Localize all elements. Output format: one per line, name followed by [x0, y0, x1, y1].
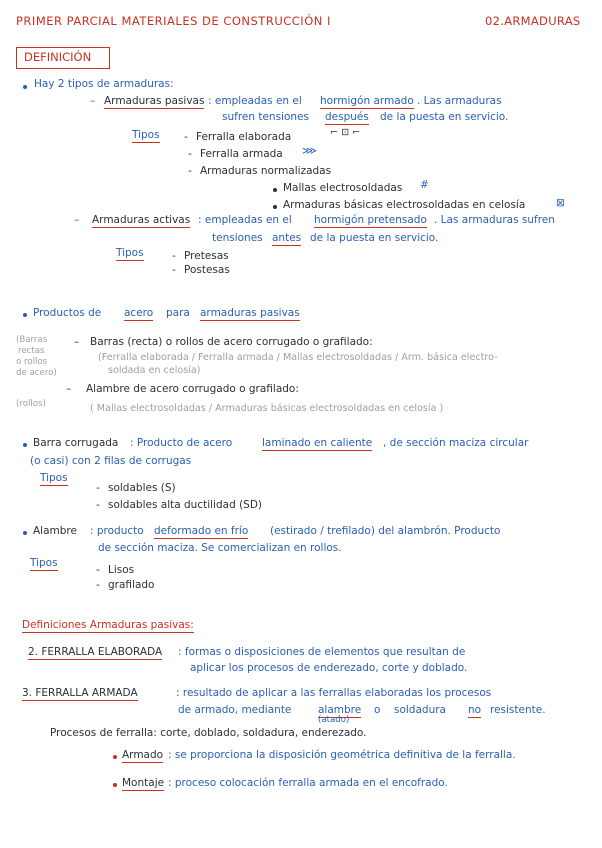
activas-line2b: de la puesta en servicio. — [310, 232, 439, 244]
bullet — [273, 188, 277, 192]
ferralla-elaborada-line1: : formas o disposiciones de elementos que resultan de — [178, 646, 466, 658]
barras-sub1: (Ferralla elaborada / Ferralla armada / Mallas electrosoldadas / Arm. básica electro- — [98, 352, 498, 363]
alambre-desc1: : producto — [90, 525, 144, 537]
bullet — [23, 443, 27, 447]
intro-text: Hay 2 tipos de armaduras: — [34, 78, 174, 90]
pasivas-despues: después — [325, 111, 369, 123]
bullet — [23, 313, 27, 317]
dash: - — [188, 148, 192, 160]
bullet — [273, 205, 277, 209]
bullet — [113, 755, 117, 759]
tipo-armaduras-normalizadas: Armaduras normalizadas — [200, 165, 332, 177]
armado-desc: : se proporciona la disposición geométrica definitiva de la ferralla. — [168, 749, 516, 761]
dash: - — [96, 579, 100, 591]
ferralla-armada-no: no — [468, 704, 482, 716]
alambre-term: Alambre — [33, 525, 77, 537]
tipos-label: Tipos — [116, 247, 144, 259]
pasivas-hormigon: hormigón armado — [320, 95, 414, 107]
barra-corrugada-line2: (o casi) con 2 filas de corrugas — [30, 455, 192, 467]
tipo-ferralla-elaborada: Ferralla elaborada — [196, 131, 292, 143]
dash: - — [96, 499, 100, 511]
pasivas-desc2: . Las armaduras — [417, 95, 502, 107]
barra-corrugada-desc2: , de sección maciza circular — [383, 437, 529, 449]
barra-laminado: laminado en caliente — [262, 437, 373, 449]
armado-term: Armado — [122, 749, 164, 761]
dash: - — [172, 264, 176, 276]
ferralla-armada-o: o — [374, 704, 381, 716]
dash: – — [90, 95, 96, 107]
side-note-rollos: (rollos) — [16, 399, 46, 409]
ferralla-armada-line1: : resultado de aplicar a las ferrallas elaboradas los procesos — [176, 687, 492, 699]
barra-corrugada-term: Barra corrugada — [33, 437, 119, 449]
productos-armaduras-pasivas: armaduras pasivas — [200, 307, 300, 319]
alambre-text: Alambre de acero corrugado o grafilado: — [86, 383, 299, 395]
bullet — [23, 531, 27, 535]
side-note-line: o rollos — [16, 357, 48, 367]
activas-line2a: tensiones — [212, 232, 263, 244]
dash: – — [66, 383, 72, 395]
dash: - — [184, 131, 188, 143]
dash: - — [172, 250, 176, 262]
tipo-pretesas: Pretesas — [184, 250, 229, 262]
ferralla-armada-alambre: alambre — [318, 704, 362, 716]
activas-term: Armaduras activas — [92, 214, 191, 226]
pasivas-line2b: de la puesta en servicio. — [380, 111, 509, 123]
alambre-desc2: (estirado / trefilado) del alambrón. Producto — [270, 525, 501, 537]
dash: - — [96, 564, 100, 576]
tipos-label: Tipos — [30, 557, 58, 569]
tipo-ferralla-armada: Ferralla armada — [200, 148, 283, 160]
activas-desc2: . Las armaduras sufren — [434, 214, 555, 226]
ferralla-elaborada-term: 2. FERRALLA ELABORADA — [28, 646, 163, 658]
ferralla-sketch-icon: ⌐ ⊡ ⌐ — [330, 127, 361, 138]
barra-corrugada-desc1: : Producto de acero — [130, 437, 233, 449]
side-note-line: de acero) — [16, 368, 57, 378]
tipo-soldables: soldables (S) — [108, 482, 176, 494]
barras-text: Barras (recta) o rollos de acero corrugado o grafilado: — [90, 336, 373, 348]
ferralla-armada-sketch-icon: ⋙ — [302, 145, 317, 157]
activas-antes: antes — [272, 232, 302, 244]
ferralla-armada-line2a: de armado, mediante — [178, 704, 292, 716]
side-note-line: rectas — [18, 346, 45, 356]
activas-hormigon: hormigón pretensado — [314, 214, 427, 226]
productos-heading-a: Productos de — [33, 307, 102, 319]
tipo-soldables-sd: soldables alta ductilidad (SD) — [108, 499, 263, 511]
dash: - — [96, 482, 100, 494]
productos-acero: acero — [124, 307, 154, 319]
dash: – — [74, 336, 80, 348]
dash: - — [188, 165, 192, 177]
definicion-heading: DEFINICIÓN — [24, 50, 92, 64]
alambre-sub: ( Mallas electrosoldadas / Armaduras básicas electrosoldadas en celosía ) — [90, 403, 444, 414]
pasivas-term: Armaduras pasivas — [104, 95, 205, 107]
side-note-line: (Barras — [16, 335, 48, 345]
tipo-postesas: Postesas — [184, 264, 230, 276]
definiciones-heading: Definiciones Armaduras pasivas: — [22, 619, 194, 631]
ferralla-armada-soldadura: soldadura — [394, 704, 446, 716]
procesos-ferralla: Procesos de ferralla: corte, doblado, soldadura, enderezado. — [50, 727, 367, 739]
montaje-term: Montaje — [122, 777, 165, 789]
celosia-sketch-icon: ⊠ — [556, 197, 565, 209]
montaje-desc: : proceso colocación ferralla armada en el encofrado. — [168, 777, 448, 789]
alambre-line2: de sección maciza. Se comercializan en rollos. — [98, 542, 342, 554]
tipo-lisos: Lisos — [108, 564, 135, 576]
section-label: 02.ARMADURAS — [485, 14, 581, 28]
pasivas-desc1: : empleadas en el — [208, 95, 302, 107]
tipo-grafilado: grafilado — [108, 579, 155, 591]
mallas-electrosoldadas: Mallas electrosoldadas — [283, 182, 403, 194]
productos-heading-b: para — [166, 307, 190, 319]
ferralla-armada-term: 3. FERRALLA ARMADA — [22, 687, 138, 699]
malla-sketch-icon: # — [420, 179, 429, 191]
bullet — [23, 85, 27, 89]
tipos-label: Tipos — [40, 472, 68, 484]
tipos-label: Tipos — [132, 129, 160, 141]
ferralla-armada-resistente: resistente. — [490, 704, 546, 716]
ferralla-elaborada-line2: aplicar los procesos de enderezado, corte y doblado. — [190, 662, 468, 674]
pasivas-line2a: sufren tensiones — [222, 111, 309, 123]
armaduras-basicas-celosia: Armaduras básicas electrosoldadas en celosía — [283, 199, 526, 211]
bullet — [113, 783, 117, 787]
page-title: PRIMER PARCIAL MATERIALES DE CONSTRUCCIÓN I — [16, 14, 331, 28]
activas-desc1: : empleadas en el — [198, 214, 292, 226]
barras-sub2: soldada en celosía) — [108, 365, 201, 376]
dash: – — [74, 214, 80, 226]
ferralla-armada-atado: (atado) — [318, 715, 350, 725]
alambre-deformado: deformado en frío — [154, 525, 249, 537]
